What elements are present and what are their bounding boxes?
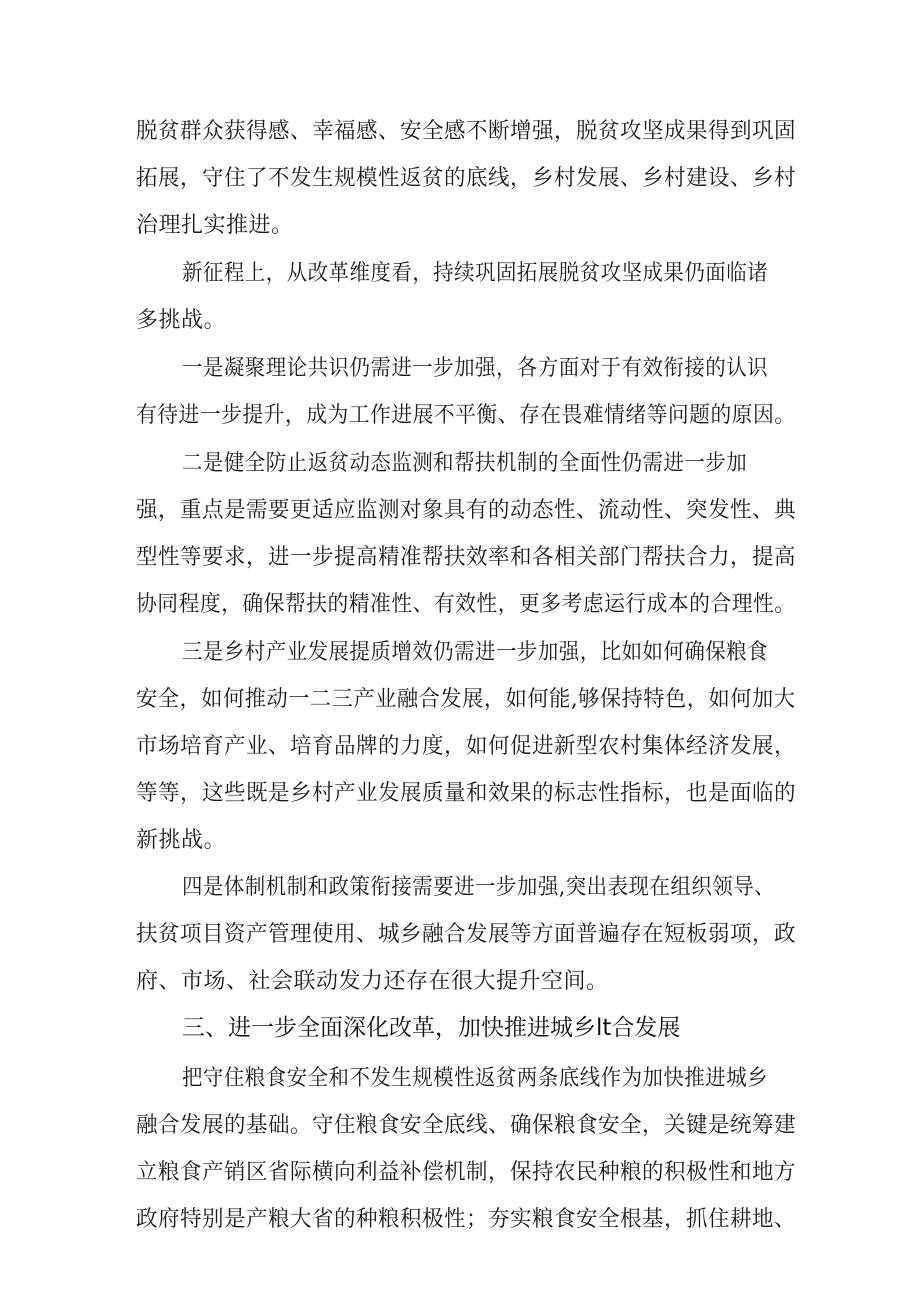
text-line: 型性等要求，进一步提高精准帮扶效率和各相关部门帮扶合力，提高 bbox=[136, 545, 797, 570]
text-line: 把守住粮食安全和不发生规模性返贫两条底线作为加快推进城乡 bbox=[182, 1066, 769, 1091]
section-heading: 三、进一步全面深化改革，加快推进城乡lt合发展 bbox=[182, 1015, 681, 1041]
text-line: 有待进一步提升，成为工作进展不平衡、存在畏难情绪等问题的原因。 bbox=[136, 403, 796, 428]
text-line: 强，重点是需要更适应监测对象具有的动态性、流动性、突发性、典 bbox=[136, 498, 797, 523]
text-line: 多挑战。 bbox=[136, 308, 227, 333]
text-line: 协同程度，确保帮扶的精准性、有效性，更多考虑运行成本的合理性。 bbox=[136, 592, 796, 617]
text-line: 四是体制机制和政策衔接需要进一步加强,突出表现在组织领导、 bbox=[182, 875, 776, 900]
text-line: 一是凝聚理论共识仍需进一步加强，各方面对于有效衔接的认识 bbox=[182, 356, 769, 381]
text-line: 融合发展的基础。守住粮食安全底线、确保粮食安全，关键是统筹建 bbox=[136, 1113, 797, 1138]
text-line: 等等，这些既是乡村产业发展质量和效果的标志性指标，也是面临的 bbox=[136, 781, 797, 806]
text-line: 安全，如何推动一二三产业融合发展，如何能,够保持特色，如何加大 bbox=[136, 687, 796, 712]
text-line: 脱贫群众获得感、幸福感、安全感不断增强，脱贫攻坚成果得到巩固 bbox=[136, 119, 797, 144]
text-line: 立粮食产销区省际横向利益补偿机制，保持农民种粮的积极性和地方 bbox=[136, 1160, 797, 1185]
text-line: 三是乡村产业发展提质增效仍需进一步加强，比如如何确保粮食 bbox=[182, 640, 769, 665]
text-line: 政府特别是产粮大省的种粮积极性；夯实粮食安全根基，抓住耕地、 bbox=[136, 1207, 797, 1232]
text-line: 府、市场、社会联动发力还存在很大提升空间。 bbox=[136, 969, 609, 994]
text-line: 市场培育产业、培育品牌的力度，如何促进新型农村集体经济发展， bbox=[136, 734, 797, 759]
text-line: 治理扎实推进。 bbox=[136, 213, 294, 238]
text-line: 二是健全防止返贫动态监测和帮扶机制的全面性仍需进一步加 bbox=[182, 451, 748, 476]
text-line: 新挑战。 bbox=[136, 828, 227, 853]
text-line: 拓展，守住了不发生规模性返贫的底线，乡村发展、乡村建设、乡村 bbox=[136, 166, 797, 191]
text-line: 新征程上，从改革维度看，持续巩固拓展脱贫攻坚成果仍面临诸 bbox=[182, 261, 769, 286]
text-line: 扶贫项目资产管理使用、城乡融合发展等方面普遍存在短板弱项，政 bbox=[136, 922, 797, 947]
